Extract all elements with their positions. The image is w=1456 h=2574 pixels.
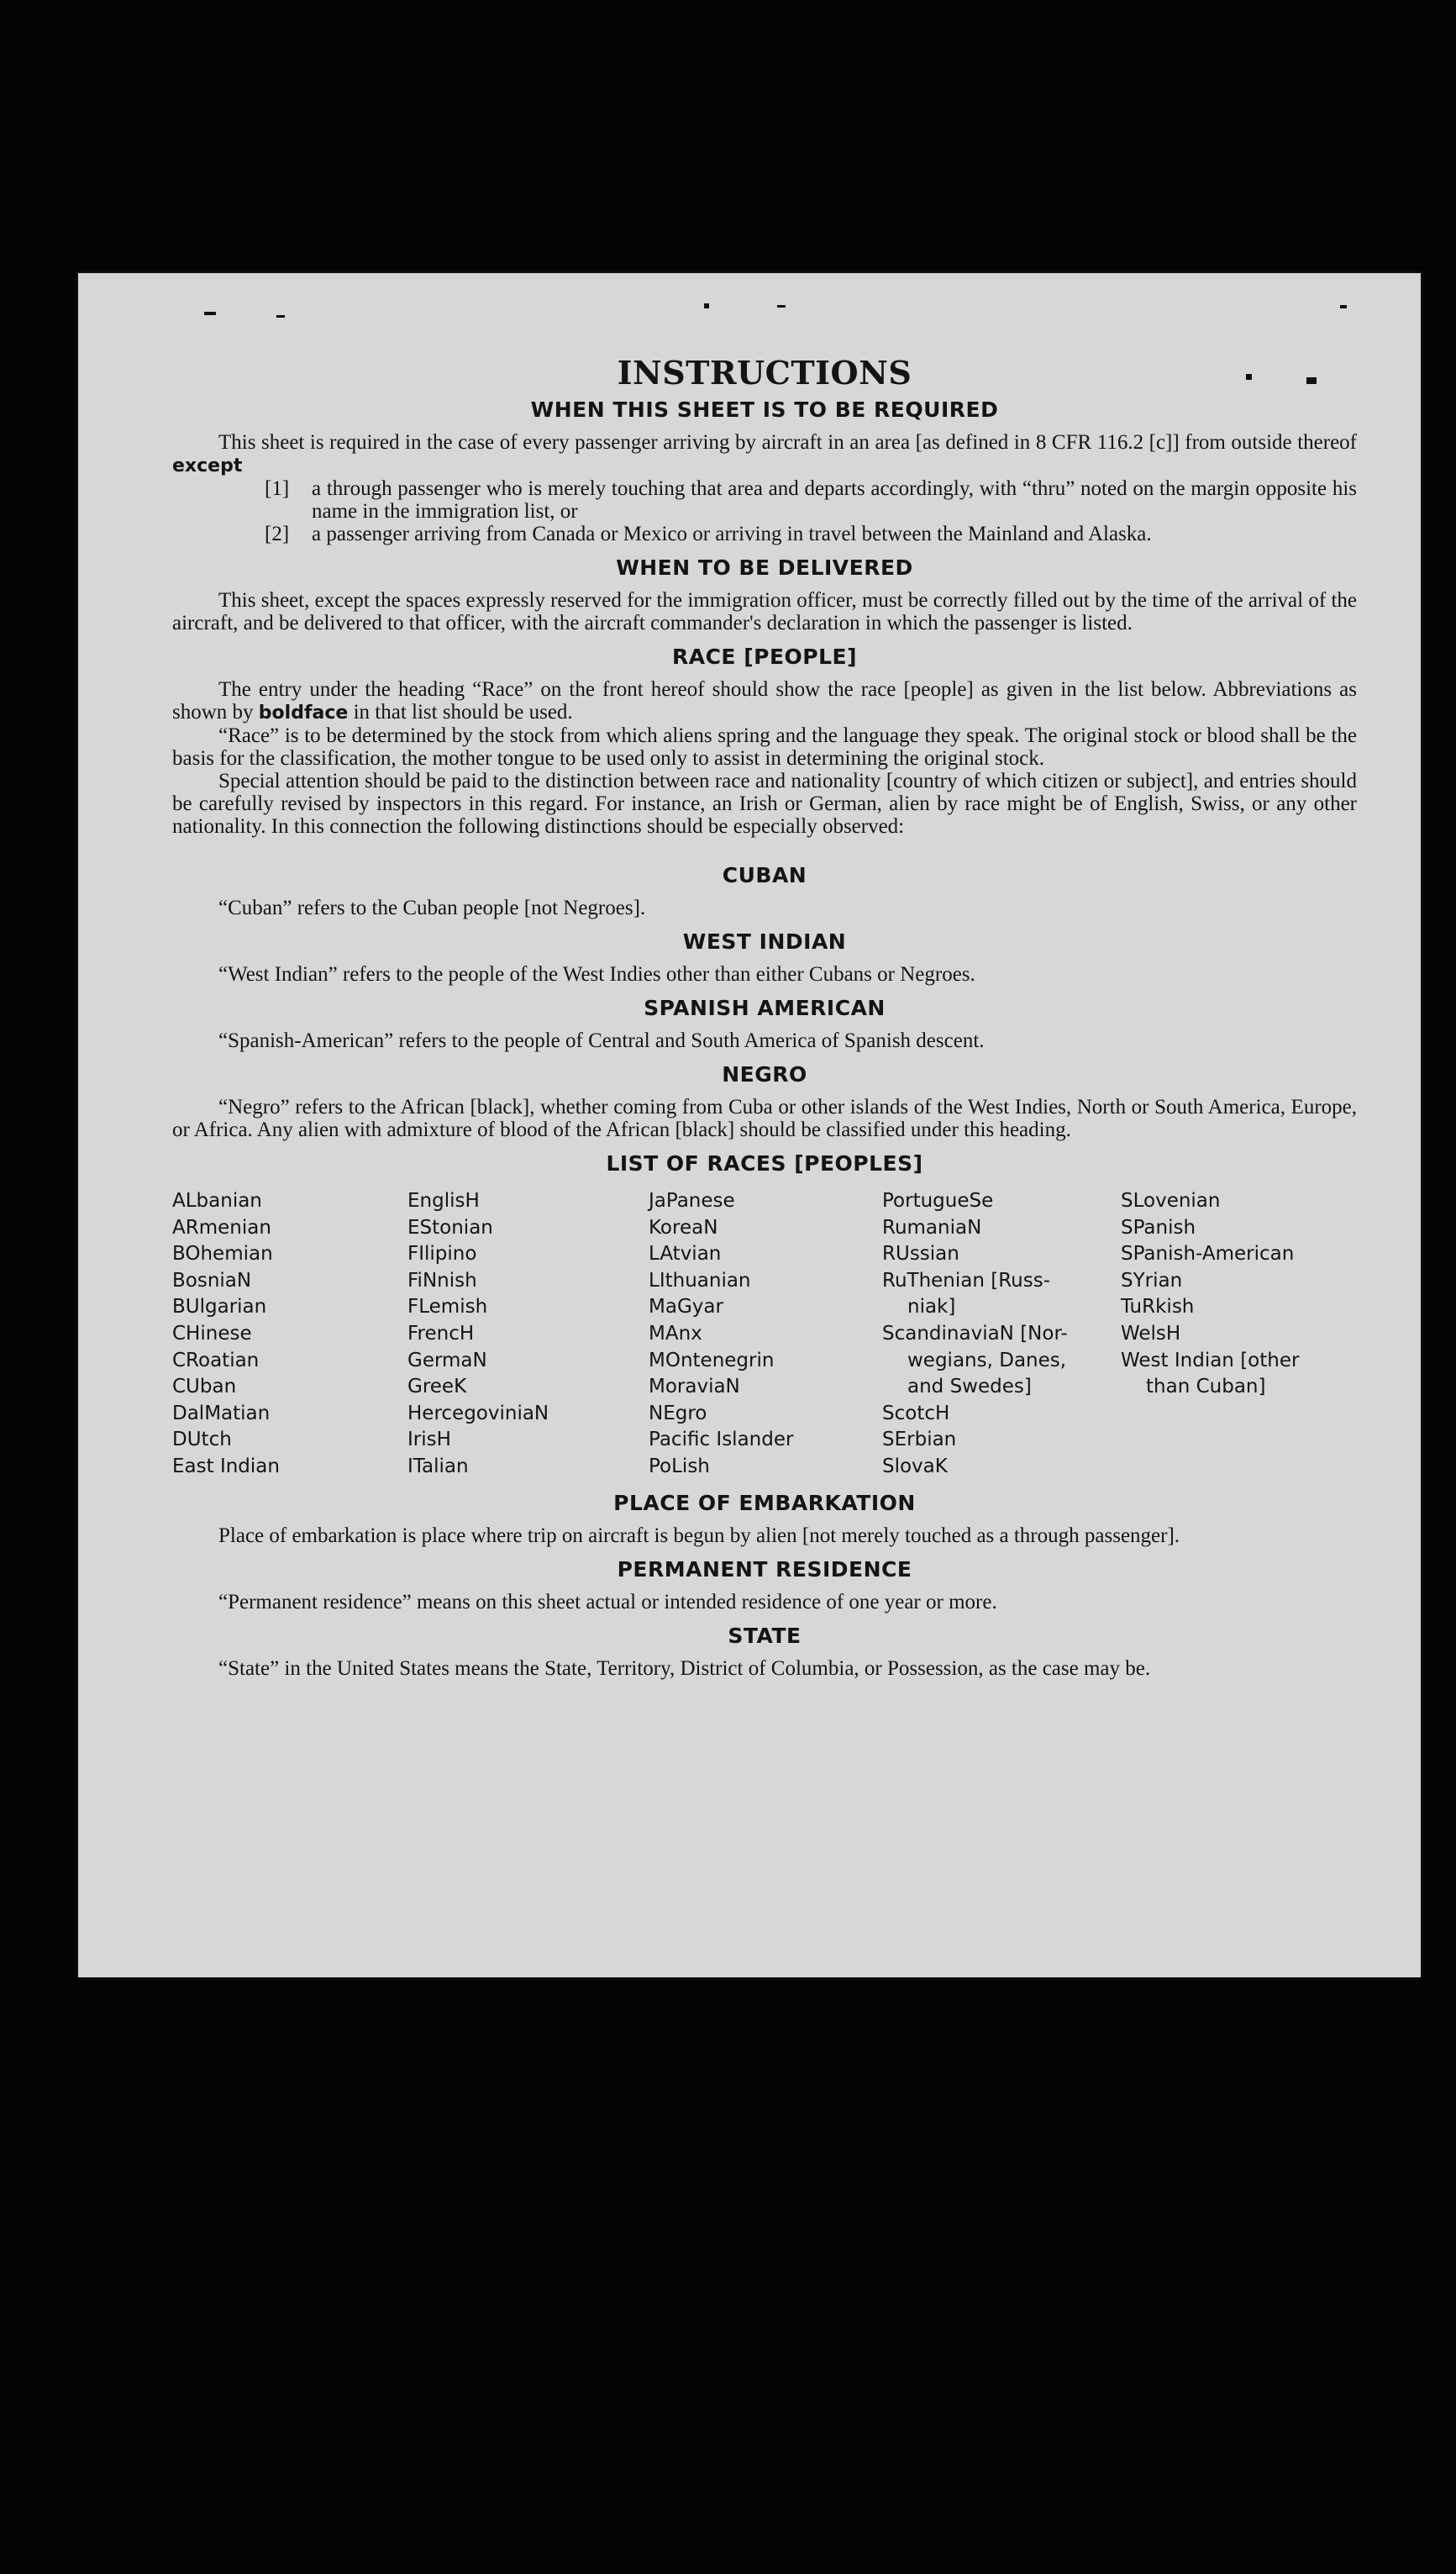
race-entry: Pacific Islander: [649, 1429, 794, 1451]
race-entry: ARmenian: [172, 1216, 271, 1239]
scan-speck: [777, 305, 786, 308]
race-entry: ALbanian: [172, 1190, 262, 1212]
race-entry: RUssian: [882, 1243, 959, 1266]
race-entry-continued: niak]: [907, 1296, 956, 1319]
exception-text: a through passenger who is merely touching that area and departs accordingly, with “thru” noted on the margin opposite his name in the immigration list, or: [312, 477, 1357, 523]
race-entry: CHinese: [172, 1322, 252, 1345]
scan-speck: [204, 312, 216, 315]
race-entry: ScotcH: [882, 1402, 950, 1424]
races-list: [172, 1188, 1357, 1481]
embarkation-heading: PLACE OF EMBARKATION: [613, 1490, 916, 1515]
delivered-heading: WHEN TO BE DELIVERED: [616, 555, 913, 580]
instructions-content: [172, 354, 1357, 1680]
race-entry: GreeK: [407, 1376, 467, 1398]
race-p1-start: The entry under the heading “Race” on the front hereof should show the race [people] as given in the list below. Abbreviations as shown by: [172, 678, 1357, 724]
race-entry: RumaniaN: [882, 1216, 982, 1239]
race-entry: CRoatian: [172, 1349, 260, 1371]
races-column: [407, 1188, 649, 1481]
race-entry: GermaN: [407, 1349, 487, 1371]
residence-heading: PERMANENT RESIDENCE: [617, 1556, 912, 1582]
embarkation-paragraph: Place of embarkation is place where trip on aircraft is begun by alien [not merely touched as a through passenger].: [218, 1524, 1180, 1547]
races-column: [172, 1188, 407, 1481]
race-heading: RACE [PEOPLE]: [671, 645, 858, 669]
race-entry: MaGyar: [649, 1296, 723, 1319]
race-entry: West Indian [other: [1121, 1349, 1300, 1371]
race-entry-continued: and Swedes]: [907, 1376, 1032, 1398]
race-entry: FiNnish: [407, 1269, 477, 1292]
race-entry: MAnx: [649, 1322, 702, 1345]
race-entry-continued: wegians, Danes,: [907, 1349, 1067, 1371]
race-entry: SYrian: [1121, 1269, 1183, 1292]
exception-item: [172, 477, 1357, 523]
race-p1-boldface: boldface: [258, 703, 349, 724]
negro-paragraph: “Negro” refers to the African [black], whether coming from Cuba or other islands of the West Indies, North or South America, Europe, or Africa. Any alien with admixture of blood of the African [black] should be classified under this heading.: [172, 1096, 1357, 1141]
race-entry: JaPanese: [649, 1190, 735, 1212]
cuban-heading: CUBAN: [722, 863, 807, 887]
race-entry: DUtch: [172, 1429, 232, 1451]
scan-speck: [276, 315, 285, 318]
races-column: [1121, 1188, 1357, 1481]
races-column: [649, 1188, 882, 1481]
page-title: INSTRUCTIONS: [617, 354, 912, 392]
race-paragraph-2: “Race” is to be determined by the stock from which aliens spring and the language they speak. The original stock or blood shall be the basis for the classification, the mother tongue to be used only to assist in determining the original stock.: [172, 724, 1357, 770]
race-entry: MOntenegrin: [649, 1349, 775, 1371]
race-entry: IrisH: [407, 1429, 451, 1451]
race-entry: SPanish: [1121, 1216, 1196, 1239]
race-entry: PortugueSe: [882, 1190, 994, 1212]
race-entry: SErbian: [882, 1429, 957, 1451]
state-paragraph: “State” in the United States means the State, Territory, District of Columbia, or Possession, as the case may be.: [218, 1656, 1151, 1680]
race-entry: BosniaN: [172, 1269, 252, 1292]
race-entry: KoreaN: [649, 1216, 718, 1239]
race-p1-end: in that list should be used.: [353, 701, 573, 724]
list-of-races-heading: LIST OF RACES [PEOPLES]: [606, 1151, 923, 1176]
exception-number: [2]: [265, 523, 290, 545]
required-text: This sheet is required in the case of every passenger arriving by aircraft in an area [as defined in 8 CFR 116.2 [c]] from outside thereof: [218, 431, 1357, 454]
required-paragraph: [172, 431, 1357, 477]
race-entry: FIlipino: [407, 1243, 477, 1266]
race-entry-continued: than Cuban]: [1146, 1376, 1266, 1398]
race-entry: DalMatian: [172, 1402, 271, 1424]
race-entry: SLovenian: [1121, 1190, 1221, 1212]
negro-heading: NEGRO: [722, 1062, 807, 1087]
race-entry: FLemish: [407, 1296, 488, 1319]
race-entry: SPanish-American: [1121, 1243, 1295, 1266]
cuban-paragraph: “Cuban” refers to the Cuban people [not Negroes].: [218, 897, 646, 919]
race-entry: ITalian: [407, 1455, 469, 1477]
race-entry: SlovaK: [882, 1455, 948, 1477]
race-paragraph-3: Special attention should be paid to the distinction between race and nationality [country of which citizen or subject], and entries should be carefully revised by inspectors in this regard. For instance, an Irish or German, alien by race might be of English, Swiss, or any other nationality. In this connection the following distinctions should be especially observed:: [172, 770, 1357, 838]
residence-paragraph: “Permanent residence” means on this sheet actual or intended residence of one year or more.: [218, 1590, 997, 1613]
race-entry: LIthuanian: [649, 1269, 751, 1292]
exception-text: a passenger arriving from Canada or Mexico or arriving in travel between the Mainland and Alaska.: [312, 523, 1152, 545]
races-column: [882, 1188, 1121, 1481]
race-entry: NEgro: [649, 1402, 707, 1424]
race-entry: FrencH: [407, 1322, 475, 1345]
west-indian-paragraph: “West Indian” refers to the people of the West Indies other than either Cubans or Negroes.: [218, 963, 975, 986]
race-entry: WelsH: [1121, 1322, 1181, 1345]
spanish-american-heading: SPANISH AMERICAN: [644, 996, 886, 1020]
race-entry: ScandinaviaN [Nor-: [882, 1322, 1068, 1345]
race-entry: CUban: [172, 1376, 237, 1398]
race-entry: East Indian: [172, 1455, 280, 1477]
scan-speck: [1340, 305, 1347, 308]
race-entry: BUlgarian: [172, 1296, 267, 1319]
west-indian-heading: WEST INDIAN: [682, 929, 847, 954]
scan-speck: [704, 303, 709, 308]
required-heading: WHEN THIS SHEET IS TO BE REQUIRED: [530, 397, 999, 422]
exception-number: [1]: [265, 477, 290, 500]
race-entry: PoLish: [649, 1455, 710, 1477]
document-sheet: [78, 273, 1421, 1977]
race-entry: EnglisH: [407, 1190, 480, 1212]
race-entry: LAtvian: [649, 1243, 722, 1266]
spanish-american-paragraph: “Spanish-American” refers to the people of Central and South America of Spanish descent.: [218, 1029, 985, 1052]
state-heading: STATE: [728, 1623, 802, 1648]
required-except: except: [172, 455, 243, 476]
race-entry: MoraviaN: [649, 1376, 740, 1398]
race-entry: TuRkish: [1121, 1296, 1195, 1319]
race-entry: RuThenian [Russ-: [882, 1269, 1051, 1292]
race-entry: BOhemian: [172, 1243, 273, 1266]
exception-item: [172, 523, 1357, 545]
delivered-paragraph: This sheet, except the spaces expressly reserved for the immigration officer, must be correctly filled out by the time of the arrival of the aircraft, and be delivered to that officer, with the aircraft commander's declaration in which the passenger is listed.: [172, 589, 1357, 634]
race-entry: HercegoviniaN: [407, 1402, 549, 1424]
race-paragraph-1: [172, 678, 1357, 724]
race-entry: EStonian: [407, 1216, 493, 1239]
